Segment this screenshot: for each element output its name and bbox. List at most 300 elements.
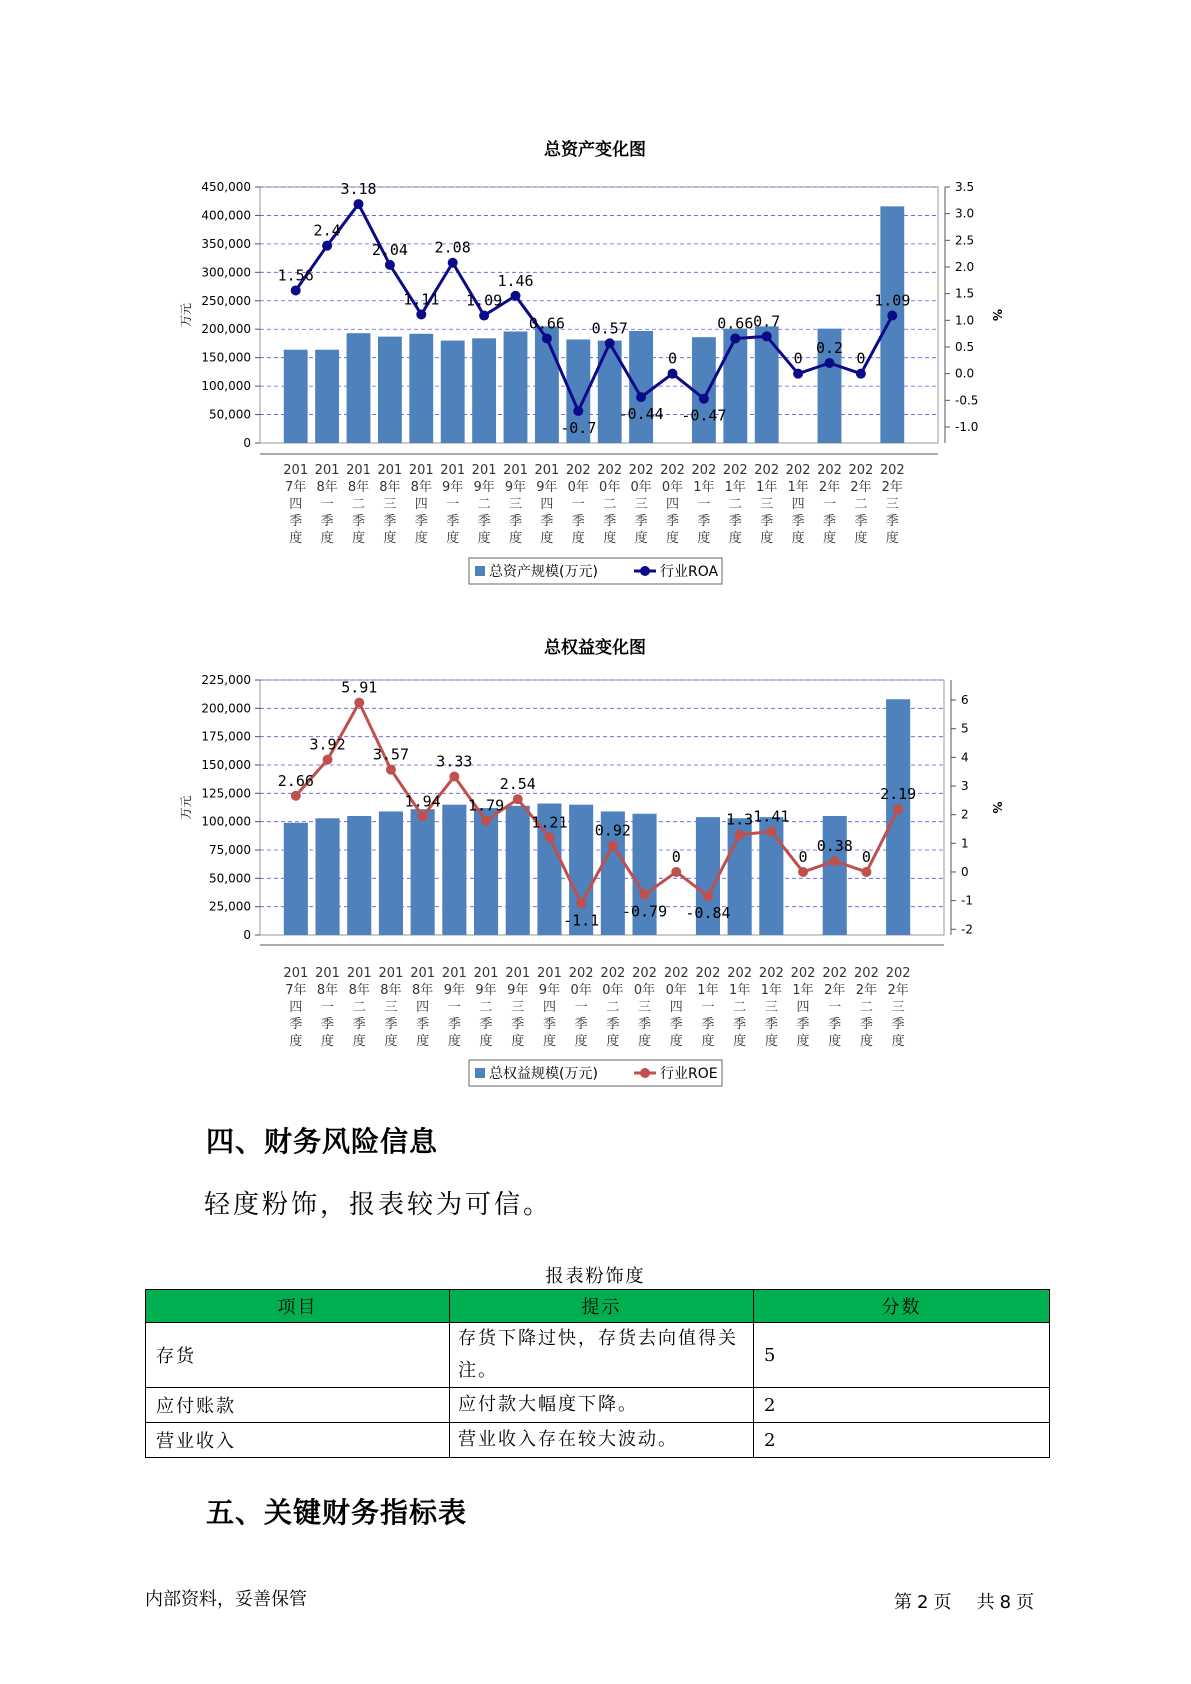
bar [441, 341, 465, 443]
data-label: 0.57 [591, 319, 628, 338]
x-tick-label: 1年 [697, 983, 719, 998]
x-tick-label: 度 [511, 1034, 525, 1049]
x-tick-label: 季 [665, 514, 680, 529]
x-tick-label: 季 [571, 514, 585, 529]
x-tick-label: 201 [346, 463, 371, 478]
x-tick-label: 202 [879, 463, 905, 478]
x-tick-label: 0年 [630, 480, 652, 495]
x-tick-label: 四 [414, 497, 428, 512]
legend-bar-swatch [475, 1068, 485, 1078]
x-tick-label: 201 [440, 463, 466, 478]
x-tick-label: 0年 [599, 480, 621, 495]
x-tick-label: 0年 [661, 480, 684, 495]
chart-title: 总资产变化图 [544, 140, 646, 160]
x-tick-label: 9年 [475, 983, 497, 998]
bar [535, 326, 559, 443]
x-tick-label: 度 [891, 1034, 905, 1049]
x-tick-label: 一 [828, 1000, 842, 1015]
x-tick-label: 8年 [379, 480, 401, 495]
bar [472, 338, 496, 443]
line-point [893, 804, 903, 814]
data-label: 0.66 [717, 314, 754, 333]
header-item: 项目 [146, 1290, 450, 1323]
x-tick-label: 8年 [412, 983, 434, 998]
x-tick-label: 202 [628, 463, 654, 478]
total-equity-chart-svg [0, 628, 1191, 1098]
data-label: 1.79 [467, 796, 505, 815]
x-tick-label: 1年 [787, 480, 809, 495]
x-tick-label: 季 [728, 514, 742, 529]
page-unit: 页 [933, 1592, 953, 1613]
x-tick-label: 季 [414, 514, 428, 529]
bar [755, 326, 779, 443]
total-prefix: 共 [976, 1592, 996, 1613]
x-tick-label: 202 [660, 463, 685, 478]
data-label: 0 [861, 847, 871, 866]
line-point [730, 333, 740, 343]
line-point [798, 867, 808, 877]
line-point [825, 358, 835, 368]
data-label: 3.33 [436, 752, 473, 771]
x-tick-label: 二 [606, 1000, 620, 1015]
x-tick-label: 一 [701, 1000, 715, 1015]
x-tick-label: 度 [669, 1034, 683, 1049]
x-tick-label: 度 [542, 1034, 556, 1049]
bar [315, 350, 339, 443]
y-tick-label: 350,000 [201, 236, 251, 251]
risk-summary: 轻度粉饰，报表较为可信。 [204, 1190, 553, 1220]
x-tick-label: 三 [638, 1000, 652, 1015]
legend-line-label: 行业ROE [660, 1066, 718, 1082]
x-tick-label: 四 [796, 1000, 810, 1015]
y2-tick-label: 0 [961, 864, 969, 879]
line-point [605, 338, 615, 348]
legend-bar-swatch [475, 566, 485, 576]
y2-tick-label: 4 [961, 750, 969, 765]
data-label: 2.54 [499, 775, 536, 794]
x-tick-label: 度 [321, 1034, 335, 1049]
bar [409, 334, 433, 443]
x-tick-label: 三 [760, 497, 774, 512]
line-point [703, 891, 713, 901]
x-tick-label: 四 [542, 1000, 556, 1015]
y2-axis-title: % [990, 801, 1004, 814]
x-tick-label: 季 [511, 1017, 525, 1032]
y2-tick-label: -2 [961, 922, 973, 937]
y2-tick-label: 0.0 [955, 366, 975, 381]
y-tick-label: 400,000 [201, 208, 251, 223]
x-tick-label: 202 [600, 966, 626, 981]
y-tick-label: 225,000 [201, 673, 251, 687]
x-tick-label: 9年 [507, 983, 529, 998]
bar [284, 823, 308, 935]
line-point [322, 241, 332, 251]
bar [692, 337, 716, 443]
line-point [291, 285, 301, 295]
x-tick-label: 9年 [443, 983, 465, 998]
x-tick-label: 201 [408, 463, 434, 478]
row-item: 存货 [146, 1323, 450, 1388]
table-row [146, 1423, 1050, 1458]
x-tick-label: 二 [603, 497, 617, 512]
x-tick-label: 三 [764, 1000, 778, 1015]
y-tick-label: 150,000 [201, 350, 251, 365]
data-label: 5.91 [341, 678, 378, 697]
y2-tick-label: 3.5 [955, 180, 975, 194]
bar [880, 206, 904, 443]
x-tick-label: 1年 [724, 480, 746, 495]
bar [504, 331, 528, 443]
data-label: 0 [671, 847, 681, 866]
x-tick-label: 202 [568, 966, 594, 981]
x-tick-label: 0年 [665, 983, 687, 998]
line-point [449, 772, 459, 782]
data-label: 1.11 [403, 290, 440, 309]
x-tick-label: 201 [503, 463, 528, 478]
x-tick-label: 季 [822, 514, 837, 529]
x-tick-label: 201 [283, 463, 309, 478]
x-tick-label: 度 [352, 1034, 366, 1049]
x-tick-label: 度 [477, 531, 491, 546]
bar [823, 816, 847, 935]
x-tick-label: 0年 [602, 983, 624, 998]
x-tick-label: 季 [321, 1017, 335, 1032]
line-point [511, 291, 521, 301]
footer-confidential: 内部资料，妥善保管 [145, 1589, 307, 1610]
x-tick-label: 8年 [410, 480, 432, 495]
x-tick-label: 202 [854, 966, 879, 981]
line-point [481, 816, 491, 826]
data-label: 2.19 [880, 785, 917, 804]
x-tick-label: 季 [383, 514, 397, 529]
x-tick-label: 季 [796, 1017, 810, 1032]
x-tick-label: 四 [665, 497, 680, 512]
y-axis-title: 万元 [179, 302, 193, 328]
chart-title: 总权益变化图 [544, 638, 646, 658]
legend-bar-label: 总权益规模(万元) [489, 1066, 598, 1082]
row-hint: 存货下降过快，存货去向值得关注。 [450, 1323, 754, 1388]
x-tick-label: 202 [691, 463, 717, 478]
data-label: 3.57 [372, 745, 410, 764]
line-point [793, 369, 803, 379]
x-tick-label: 度 [828, 1034, 842, 1049]
x-tick-label: 季 [289, 1017, 303, 1032]
x-tick-label: 0年 [633, 983, 656, 998]
key-indicators-title: 五、关键财务指标表 [206, 1496, 468, 1529]
y2-axis-title: % [990, 308, 1004, 322]
data-label: -0.79 [621, 902, 668, 921]
x-tick-label: 0年 [570, 983, 592, 998]
bar [723, 329, 747, 443]
x-tick-label: 201 [473, 966, 499, 981]
page-number: 2 [917, 1592, 930, 1613]
x-tick-label: 季 [701, 1017, 715, 1032]
x-tick-label: 201 [441, 966, 467, 981]
y2-tick-label: 3 [961, 779, 969, 794]
x-tick-label: 一 [446, 497, 460, 512]
bar [886, 699, 910, 935]
x-tick-label: 8年 [347, 480, 370, 495]
x-tick-label: 度 [733, 1034, 747, 1049]
x-tick-label: 202 [848, 463, 874, 478]
line-point [608, 841, 618, 851]
x-tick-label: 三 [511, 1000, 525, 1015]
data-label: 2.08 [434, 238, 471, 257]
x-tick-label: 季 [891, 1017, 905, 1032]
row-hint: 营业收入存在较大波动。 [450, 1423, 754, 1458]
x-tick-label: 201 [283, 966, 309, 981]
x-tick-label: 季 [447, 1017, 461, 1032]
y2-tick-label: 2.5 [955, 233, 975, 248]
risk-table [145, 1289, 1050, 1458]
line-point [830, 856, 840, 866]
table-row [146, 1323, 1050, 1388]
data-label: 2.66 [277, 771, 314, 790]
x-tick-label: 202 [885, 966, 911, 981]
data-label: 0.2 [815, 339, 844, 357]
x-tick-label: 一 [321, 1000, 335, 1015]
x-tick-label: 度 [603, 531, 617, 546]
bar [378, 337, 402, 443]
table-header-row [146, 1290, 1050, 1323]
x-tick-label: 度 [320, 531, 334, 546]
data-label: 0 [793, 349, 803, 368]
x-tick-label: 季 [603, 514, 617, 529]
bar [379, 811, 403, 935]
x-tick-label: 四 [289, 497, 303, 512]
x-tick-label: 度 [416, 1034, 430, 1049]
data-label: 1.21 [531, 813, 568, 832]
x-tick-label: 201 [410, 966, 436, 981]
legend-line-marker [640, 1068, 650, 1078]
x-tick-label: 9年 [442, 480, 464, 495]
x-tick-label: 二 [854, 497, 868, 512]
x-tick-label: 1年 [693, 480, 715, 495]
x-tick-label: 度 [446, 531, 460, 546]
y2-tick-label: -1.0 [955, 420, 979, 434]
y2-tick-label: 1.5 [955, 286, 975, 301]
line-point [386, 765, 396, 775]
x-tick-label: 季 [791, 514, 805, 529]
x-tick-label: 201 [377, 463, 403, 478]
x-tick-label: 一 [574, 1000, 588, 1015]
x-tick-label: 季 [733, 1017, 747, 1032]
x-tick-label: 202 [565, 463, 591, 478]
line-point [671, 867, 681, 877]
data-label: -0.84 [685, 904, 731, 923]
x-tick-label: 季 [638, 1017, 652, 1032]
table-caption: 报表粉饰度 [545, 1266, 646, 1287]
x-tick-label: 季 [634, 514, 648, 529]
x-tick-label: 四 [289, 1000, 303, 1015]
x-tick-label: 202 [758, 966, 784, 981]
y-tick-label: 200,000 [201, 701, 251, 716]
y-axis-title: 万元 [179, 795, 193, 820]
risk-section-title: 四、财务风险信息 [206, 1125, 439, 1158]
line-point [323, 755, 333, 765]
x-tick-label: 季 [352, 1017, 366, 1032]
x-tick-label: 度 [479, 1034, 493, 1049]
line-point [640, 890, 650, 900]
y-tick-label: 250,000 [201, 293, 251, 308]
x-tick-label: 202 [785, 463, 811, 478]
line-point [699, 394, 709, 404]
data-label: -1.1 [563, 911, 600, 930]
x-tick-label: 9年 [504, 480, 527, 495]
bar [442, 805, 466, 935]
data-label: 1.56 [277, 266, 314, 285]
data-label: 0.66 [528, 314, 565, 333]
x-tick-label: 度 [728, 531, 742, 546]
x-tick-label: 三 [383, 497, 397, 512]
line-point [418, 811, 428, 821]
data-label: 1.3 [726, 810, 754, 829]
y2-tick-label: 2 [961, 807, 969, 822]
y-tick-label: 75,000 [209, 843, 251, 857]
x-tick-label: 一 [320, 497, 334, 512]
x-tick-label: 度 [764, 1034, 778, 1049]
x-tick-label: 度 [571, 531, 585, 546]
x-tick-label: 1年 [756, 480, 778, 495]
line-point [573, 406, 583, 416]
y-tick-label: 25,000 [209, 899, 251, 914]
row-score: 5 [754, 1323, 1050, 1388]
x-tick-label: 季 [697, 514, 711, 529]
x-tick-label: 二 [351, 497, 366, 512]
data-label: 1.94 [404, 792, 441, 811]
legend-line-marker [640, 566, 650, 576]
x-tick-label: 季 [606, 1017, 620, 1032]
y2-tick-label: 3.0 [955, 206, 975, 221]
x-tick-label: 8年 [316, 480, 338, 495]
x-tick-label: 二 [479, 1000, 493, 1015]
data-label: 0.38 [816, 837, 853, 856]
y-tick-label: 100,000 [201, 379, 251, 394]
x-tick-label: 2年 [824, 983, 846, 998]
line-point [856, 369, 866, 379]
x-tick-label: 度 [638, 1034, 652, 1049]
x-tick-label: 202 [727, 966, 753, 981]
x-tick-label: 季 [508, 514, 523, 529]
x-tick-label: 8年 [316, 983, 339, 998]
line-point [887, 311, 897, 321]
data-label: 3.18 [340, 180, 377, 199]
line-point [544, 832, 554, 842]
x-tick-label: 二 [859, 1000, 873, 1015]
x-tick-label: 季 [320, 514, 334, 529]
row-item: 营业收入 [146, 1423, 450, 1458]
line-point [542, 333, 552, 343]
x-tick-label: 9年 [536, 480, 558, 495]
data-label: 1.09 [466, 291, 503, 310]
x-tick-label: 201 [315, 966, 340, 981]
data-label: 2.4 [313, 221, 341, 240]
y-tick-label: 0 [243, 436, 251, 450]
x-tick-label: 度 [885, 531, 899, 546]
line-point [766, 827, 776, 837]
x-tick-label: 季 [446, 514, 460, 529]
x-tick-label: 202 [663, 966, 689, 981]
x-tick-label: 三 [885, 497, 899, 512]
x-tick-label: 度 [384, 1034, 398, 1049]
x-tick-label: 季 [760, 514, 774, 529]
x-tick-label: 度 [665, 531, 680, 546]
y-tick-label: 0 [243, 928, 251, 942]
x-tick-label: 201 [346, 966, 372, 981]
x-tick-label: 季 [477, 514, 491, 529]
bar [506, 806, 530, 935]
x-tick-label: 度 [351, 531, 366, 546]
x-tick-label: 四 [791, 497, 805, 512]
data-label: 0 [856, 349, 866, 368]
data-label: 1.09 [874, 291, 911, 310]
y2-tick-label: 5 [961, 721, 969, 736]
line-point [385, 260, 395, 270]
line-point [416, 309, 426, 319]
x-tick-label: 季 [479, 1017, 493, 1032]
x-tick-label: 201 [534, 463, 560, 478]
row-hint: 应付款大幅度下降。 [450, 1388, 754, 1423]
x-tick-label: 202 [695, 966, 721, 981]
x-tick-label: 季 [669, 1017, 683, 1032]
x-tick-label: 季 [384, 1017, 398, 1032]
row-score: 2 [754, 1423, 1050, 1458]
x-tick-label: 201 [314, 463, 340, 478]
x-tick-label: 季 [764, 1017, 778, 1032]
y-tick-label: 100,000 [201, 814, 251, 829]
x-tick-label: 202 [597, 463, 623, 478]
x-tick-label: 一 [822, 497, 837, 512]
x-tick-label: 度 [289, 1034, 303, 1049]
x-tick-label: 季 [885, 514, 899, 529]
x-tick-label: 季 [289, 514, 303, 529]
x-tick-label: 8年 [380, 983, 402, 998]
data-label: 0 [667, 349, 678, 368]
legend-line-label: 行业ROA [660, 564, 719, 580]
x-tick-label: 1年 [792, 983, 814, 998]
x-tick-label: 2年 [855, 983, 878, 998]
line-point [479, 311, 489, 321]
x-tick-label: 季 [351, 514, 366, 529]
x-tick-label: 二 [733, 1000, 747, 1015]
y-tick-label: 200,000 [201, 322, 251, 337]
line-point [762, 331, 772, 341]
bar [347, 816, 371, 935]
data-label: 1.41 [753, 807, 790, 826]
table-row [146, 1388, 1050, 1423]
x-tick-label: 度 [289, 531, 303, 546]
data-label: 0.7 [753, 312, 781, 331]
line-point [354, 199, 364, 209]
x-tick-label: 2年 [850, 480, 872, 495]
x-tick-label: 季 [854, 514, 868, 529]
data-label: 2.04 [371, 240, 408, 259]
x-tick-label: 201 [471, 463, 497, 478]
x-tick-label: 季 [542, 1017, 556, 1032]
page-prefix: 第 [894, 1592, 913, 1613]
line-point [448, 258, 458, 268]
bar [411, 809, 435, 935]
x-tick-label: 度 [697, 531, 711, 546]
row-score: 2 [754, 1388, 1050, 1423]
data-label: 3.92 [309, 735, 346, 754]
x-tick-label: 季 [540, 514, 554, 529]
x-tick-label: 0年 [567, 480, 589, 495]
y2-tick-label: 6 [961, 693, 969, 708]
y-tick-label: 50,000 [209, 871, 251, 886]
x-tick-label: 度 [606, 1034, 620, 1049]
x-tick-label: 1年 [729, 983, 751, 998]
